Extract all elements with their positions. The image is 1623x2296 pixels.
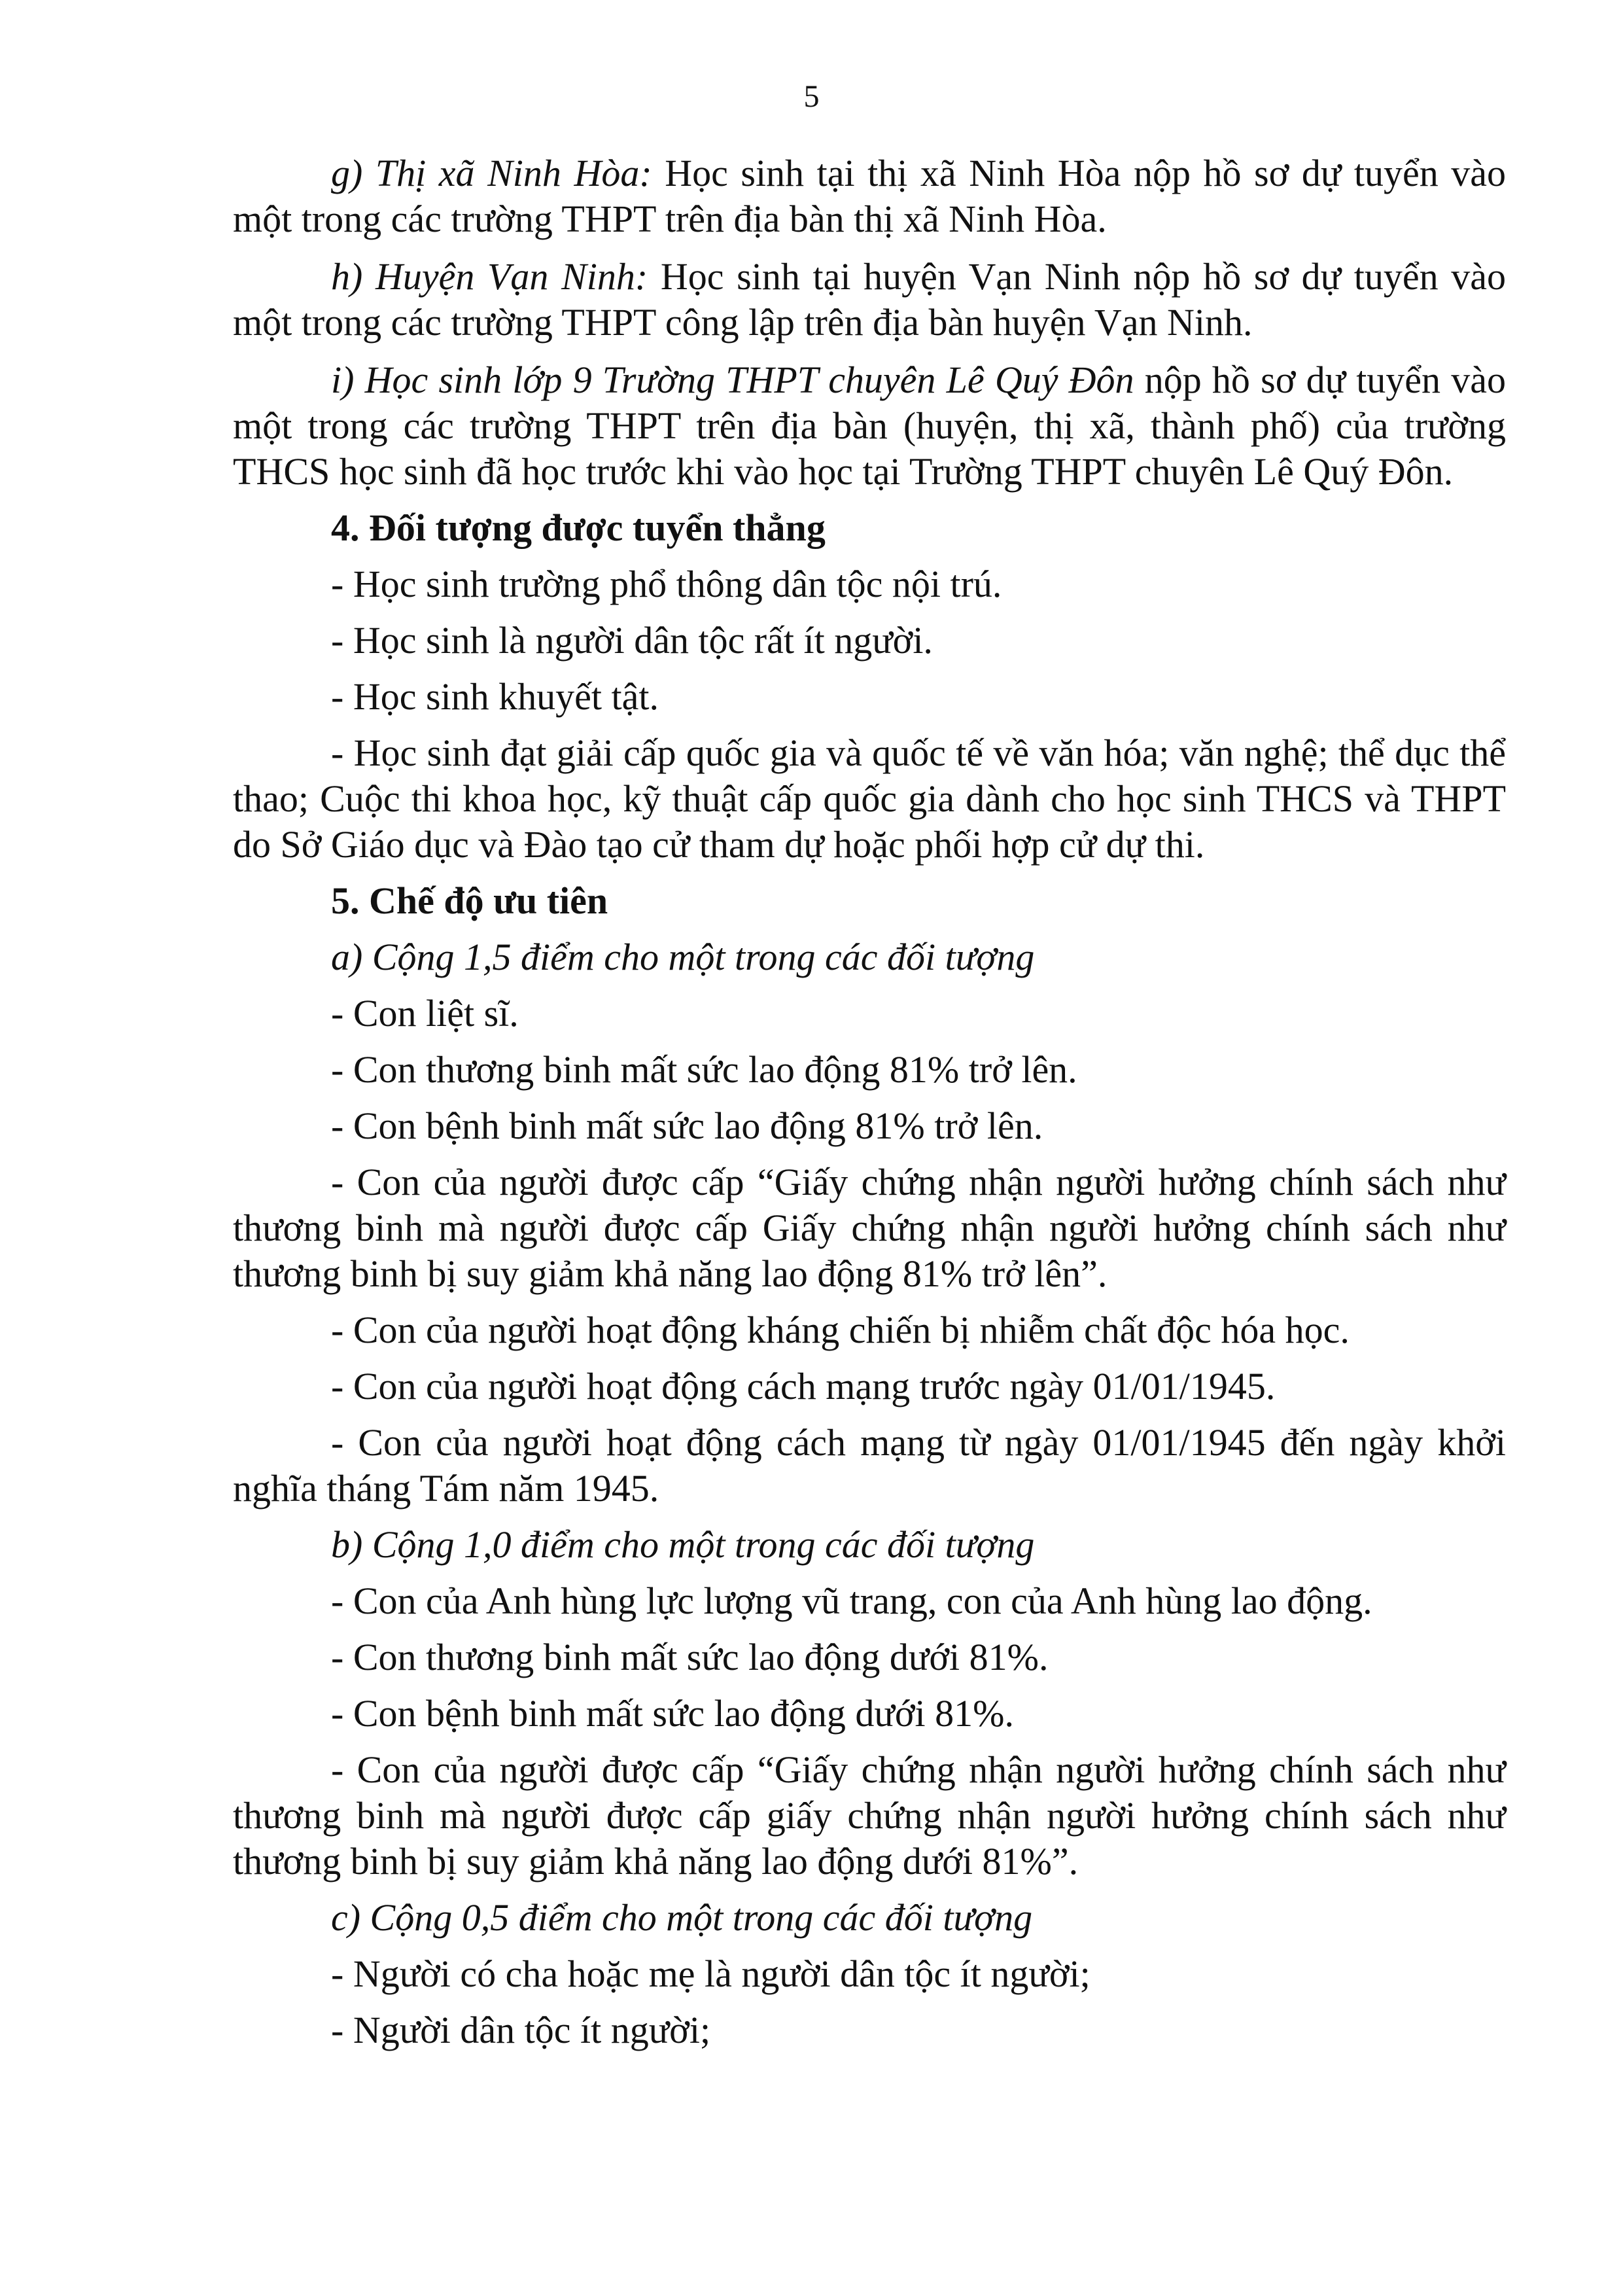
subsection-b-item-3: - Con bệnh binh mất sức lao động dưới 81%. <box>331 1692 1014 1735</box>
section-4-item-1: - Học sinh trường phổ thông dân tộc nội trú. <box>331 563 1002 605</box>
section-4-item-3: - Học sinh khuyết tật. <box>331 675 659 718</box>
subsection-c-heading: c) Cộng 0,5 điểm cho một trong các đối tượng <box>331 1896 1033 1939</box>
paragraph-g-text: Học sinh tại thị xã Ninh Hòa nộp hồ sơ dự tuyển vào một trong các trường THPT trên địa bàn thị xã Ninh Hòa. <box>233 152 1506 240</box>
paragraph-h-text: Học sinh tại huyện Vạn Ninh nộp hồ sơ dự tuyển vào một trong các trường THPT công lập trên địa bàn huyện Vạn Ninh. <box>233 255 1507 344</box>
section-4-item-4: - Học sinh đạt giải cấp quốc gia và quốc tế về văn hóa; văn nghệ; thể dục thể thao; Cuộc thi khoa học, kỹ thuật cấp quốc gia dành cho học sinh THCS và THPT do Sở Giáo dục và Đào tạo cử tham dự hoặc phối hợp cử dự thi. <box>233 732 1506 866</box>
subsection-a-item-6: - Con của người hoạt động cách mạng trước ngày 01/01/1945. <box>331 1365 1276 1407</box>
section-4-heading: 4. Đối tượng được tuyển thẳng <box>331 506 826 549</box>
paragraph-g-lead: g) Thị xã Ninh Hòa: <box>331 152 652 194</box>
subsection-c-item-2: - Người dân tộc ít người; <box>331 2009 711 2051</box>
subsection-b-heading: b) Cộng 1,0 điểm cho một trong các đối tượng <box>331 1523 1035 1566</box>
section-4-item-2: - Học sinh là người dân tộc rất ít người. <box>331 619 933 662</box>
document-body <box>233 150 1506 2053</box>
subsection-a-heading: a) Cộng 1,5 điểm cho một trong các đối tượng <box>331 936 1035 978</box>
subsection-b-item-4: - Con của người được cấp “Giấy chứng nhận người hưởng chính sách như thương binh mà người được cấp giấy chứng nhận người hưởng chính sách như thương binh bị suy giảm khả năng lao động dưới 81%”. <box>233 1748 1506 1882</box>
page-number: 5 <box>803 79 820 114</box>
paragraph-i <box>233 357 1506 495</box>
subsection-a-item-7: - Con của người hoạt động cách mạng từ ngày 01/01/1945 đến ngày khởi nghĩa tháng Tám năm 1945. <box>233 1421 1506 1510</box>
subsection-a-item-2: - Con thương binh mất sức lao động 81% trở lên. <box>331 1048 1077 1091</box>
paragraph-h-lead: h) Huyện Vạn Ninh: <box>331 255 648 298</box>
paragraph-i-text: nộp hồ sơ dự tuyển vào một trong các trường THPT trên địa bàn (huyện, thị xã, thành phố) của trường THCS học sinh đã học trước khi vào học tại Trường THPT chuyên Lê Quý Đôn. <box>233 359 1506 493</box>
subsection-a-item-4: - Con của người được cấp “Giấy chứng nhận người hưởng chính sách như thương binh mà người được cấp Giấy chứng nhận người hưởng chính sách như thương binh bị suy giảm khả năng lao động 81% trở lên”. <box>233 1161 1506 1295</box>
paragraph-i-lead: i) Học sinh lớp 9 Trường THPT chuyên Lê Quý Đôn <box>331 359 1134 401</box>
subsection-b-item-2: - Con thương binh mất sức lao động dưới 81%. <box>331 1636 1049 1678</box>
paragraph-h <box>233 254 1506 345</box>
subsection-a-item-1: - Con liệt sĩ. <box>331 992 519 1034</box>
paragraph-g <box>233 150 1506 242</box>
section-5-heading: 5. Chế độ ưu tiên <box>331 879 608 922</box>
subsection-c-item-1: - Người có cha hoặc mẹ là người dân tộc ít người; <box>331 1952 1091 1995</box>
subsection-a-item-3: - Con bệnh binh mất sức lao động 81% trở lên. <box>331 1104 1043 1147</box>
subsection-b-item-1: - Con của Anh hùng lực lượng vũ trang, con của Anh hùng lao động. <box>331 1580 1372 1622</box>
subsection-a-item-5: - Con của người hoạt động kháng chiến bị nhiễm chất độc hóa học. <box>331 1309 1350 1351</box>
